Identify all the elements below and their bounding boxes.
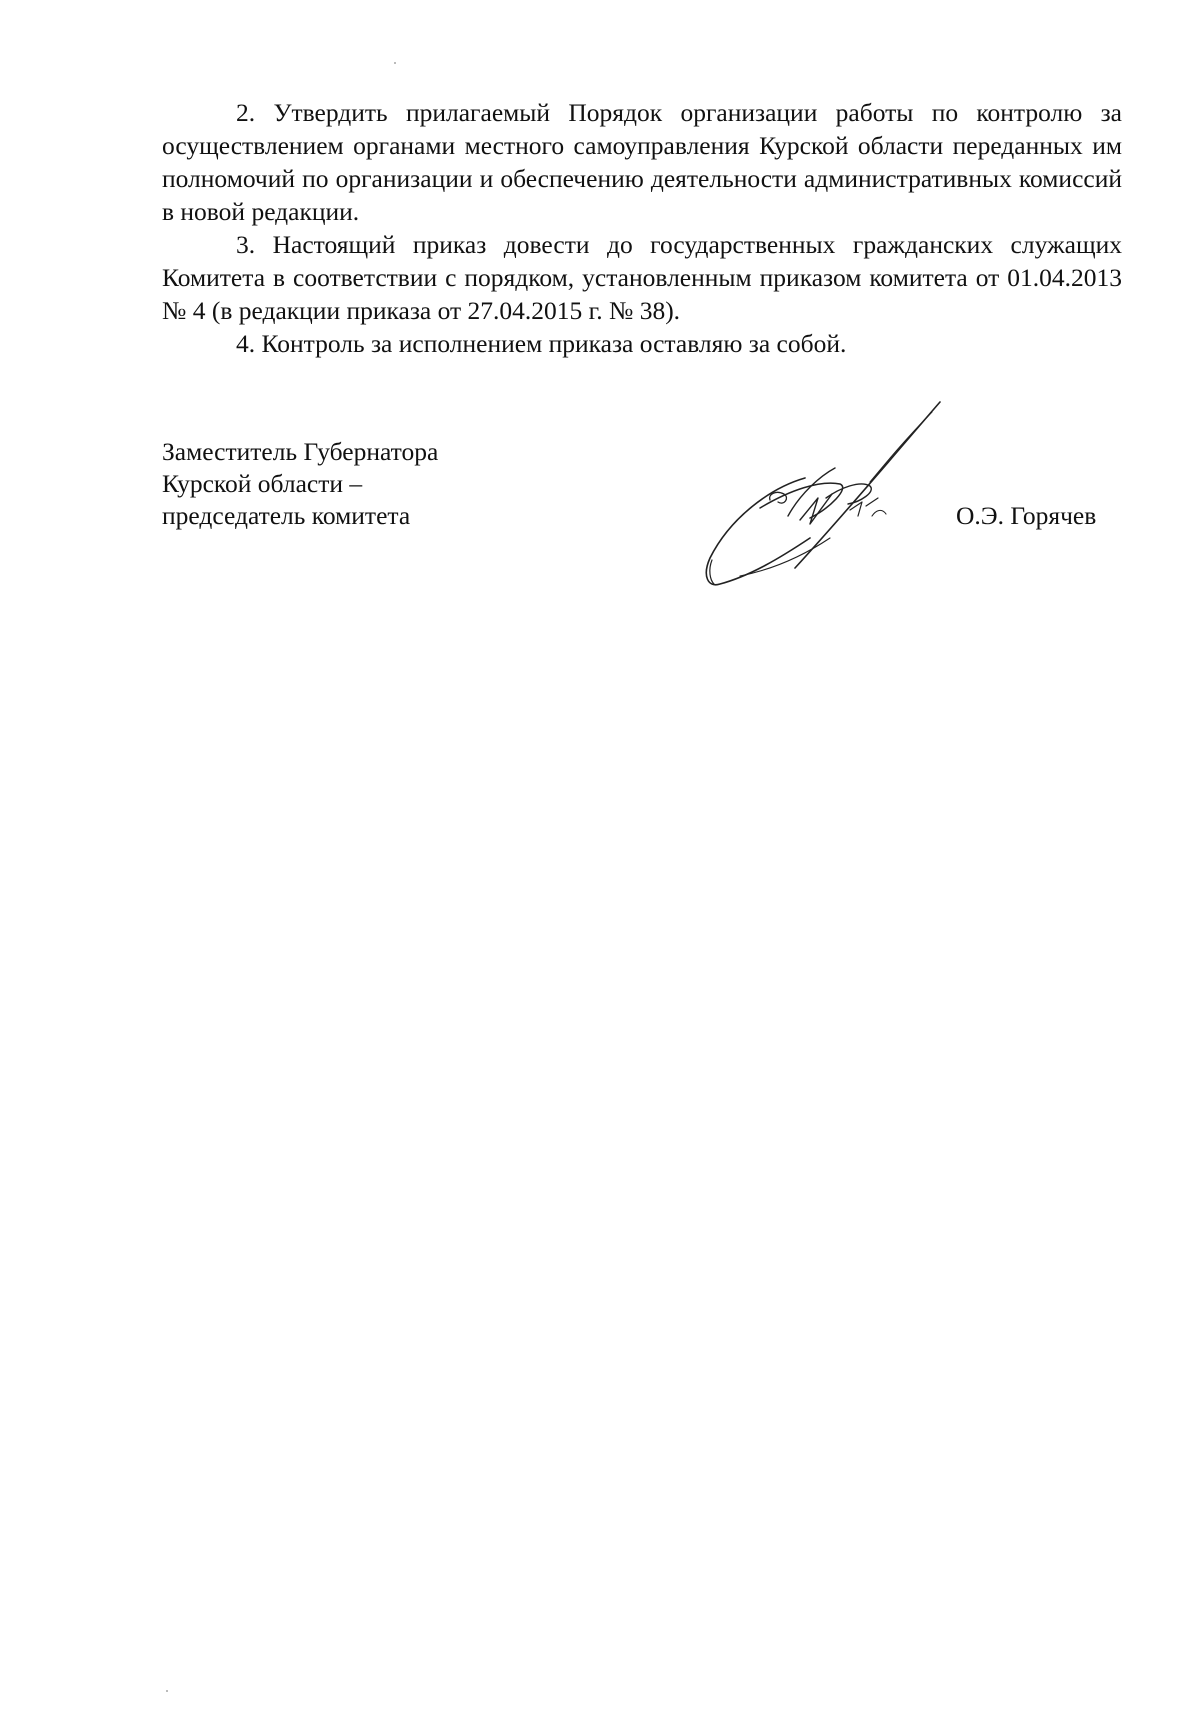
signatory-name: О.Э. Горячев [956,501,1097,530]
paragraph-4: 4. Контроль за исполнением приказа оставляю за собой. [236,329,847,358]
signatory-position [162,436,438,532]
scan-speck [166,1690,168,1692]
document-body [162,96,1122,360]
signatory-position-line-3: председатель комитета [162,501,411,530]
scan-speck [394,62,396,64]
paragraph-2: 2. Утвердить прилагаемый Порядок организации работы по контролю за осуществлением органами местного самоуправления Курской области переданных им полномочий по организации и обеспечению деятельности административных комиссий в новой редакции. [162,98,1122,226]
signatory-position-line-1: Заместитель Губернатора [162,437,439,466]
signatory-position-line-2: Курской области – [162,469,363,498]
handwritten-signature [700,398,950,588]
paragraph-3: 3. Настоящий приказ довести до государственных гражданских служащих Комитета в соответствии с порядком, установленным приказом комитета от 01.04.2013 № 4 (в редакции приказа от 27.04.2015 г. № 38). [162,230,1122,325]
